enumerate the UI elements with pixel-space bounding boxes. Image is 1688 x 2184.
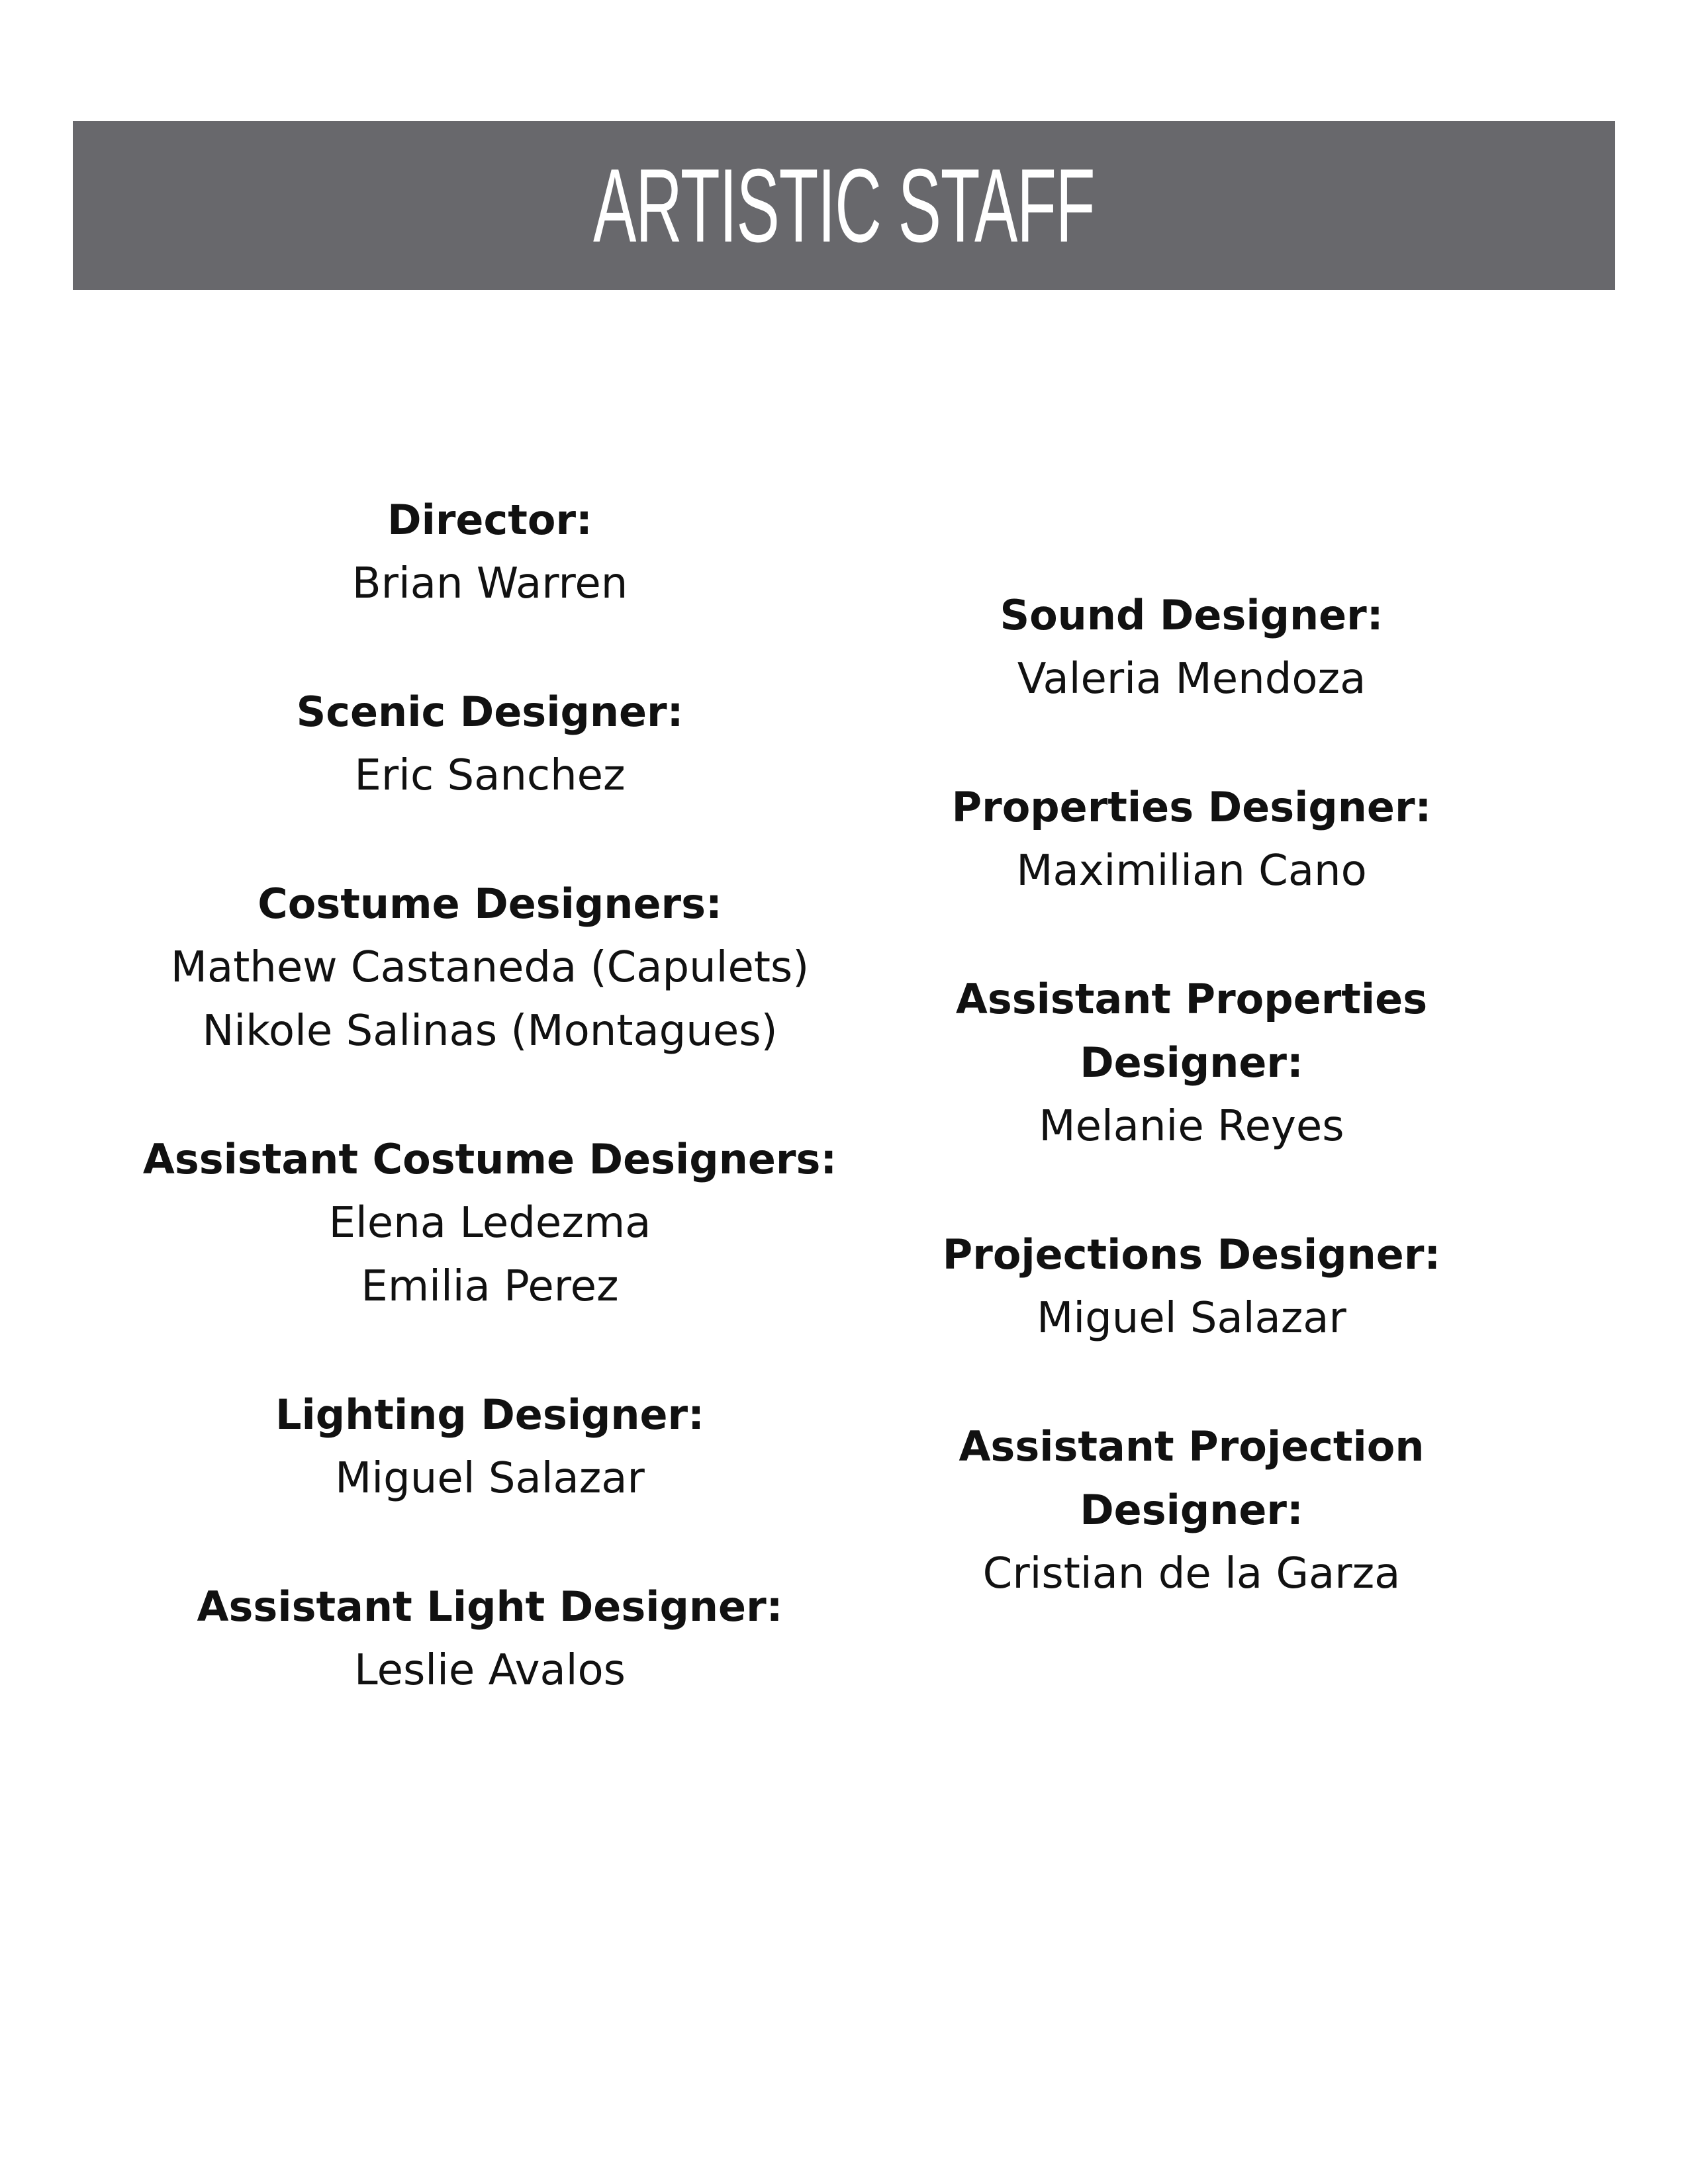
person-name: Valeria Mendoza: [1017, 655, 1366, 704]
staff-entry-assistant-properties-designer: [801, 968, 1582, 1158]
person-name: Melanie Reyes: [1039, 1102, 1344, 1151]
staff-entry-lighting-designer: [99, 1383, 880, 1510]
person-name: Emilia Perez: [361, 1262, 619, 1311]
role-title: Director:: [387, 496, 592, 544]
staff-entry-director: [99, 488, 880, 615]
role-title: Sound Designer:: [1000, 591, 1383, 639]
staff-entry-scenic-designer: [99, 680, 880, 807]
person-name: Mathew Castaneda (Capulets): [170, 943, 810, 992]
page-title: ARTISTIC STAFF: [593, 147, 1095, 264]
staff-entry-assistant-costume-designers: [99, 1128, 880, 1318]
role-title: Projections Designer:: [942, 1230, 1441, 1279]
staff-entry-sound-designer: [801, 584, 1582, 711]
staff-entry-assistant-projection-designer: [801, 1415, 1582, 1606]
role-title: Assistant Costume Designers:: [142, 1135, 837, 1183]
right-staff-column: [801, 584, 1582, 1670]
person-name: Leslie Avalos: [354, 1646, 626, 1695]
role-title-line-2: Designer:: [1080, 1486, 1303, 1534]
staff-entry-assistant-light-designer: [99, 1575, 880, 1702]
person-name: Nikole Salinas (Montagues): [202, 1007, 778, 1056]
role-title: Properties Designer:: [951, 783, 1432, 831]
person-name: Miguel Salazar: [335, 1454, 645, 1503]
person-name: Miguel Salazar: [1037, 1294, 1346, 1343]
staff-entry-properties-designer: [801, 776, 1582, 903]
header-banner: [73, 121, 1615, 290]
role-title-line-2: Designer:: [1080, 1038, 1303, 1087]
staff-entry-costume-designers: [99, 872, 880, 1063]
person-name: Eric Sanchez: [354, 751, 626, 800]
role-title: Assistant Light Designer:: [197, 1582, 783, 1631]
person-name: Cristian de la Garza: [982, 1549, 1401, 1598]
role-title: Scenic Designer:: [296, 688, 684, 736]
role-title-line-1: Assistant Properties: [955, 975, 1428, 1023]
person-name: Maximilian Cano: [1016, 846, 1367, 895]
person-name: Elena Ledezma: [328, 1199, 651, 1248]
role-title-line-1: Assistant Projection: [959, 1422, 1425, 1471]
left-staff-column: [99, 488, 880, 1767]
role-title: Lighting Designer:: [275, 1390, 704, 1439]
staff-entry-projections-designer: [801, 1223, 1582, 1350]
person-name: Brian Warren: [352, 559, 628, 608]
role-title: Costume Designers:: [258, 880, 722, 928]
